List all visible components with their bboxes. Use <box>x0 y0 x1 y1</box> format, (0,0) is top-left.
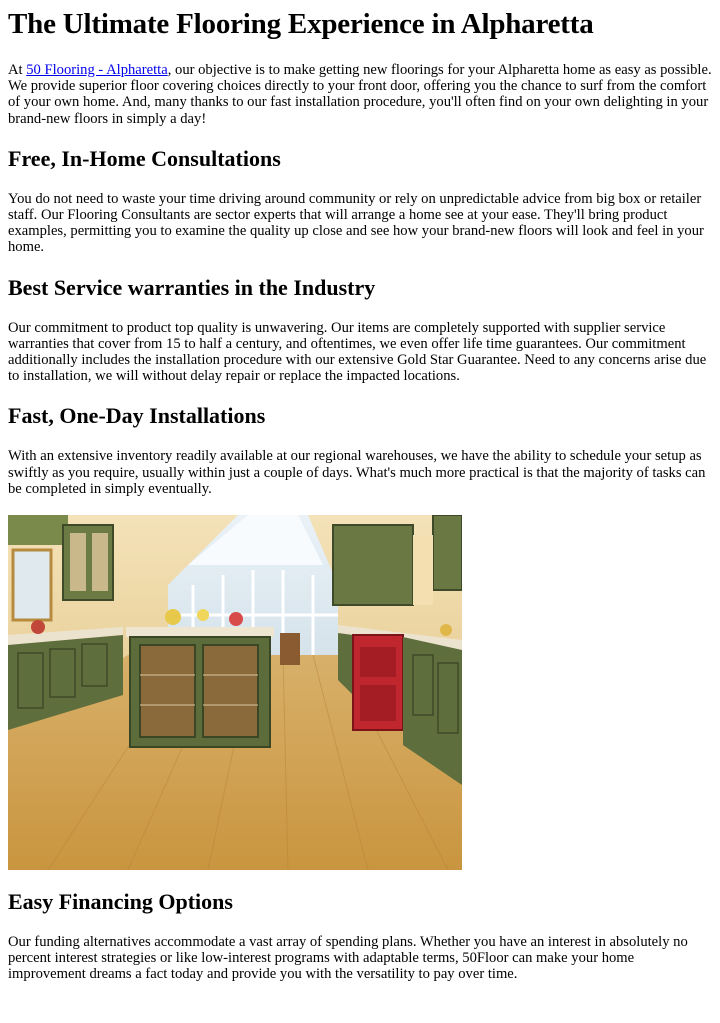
section-heading-warranties: Best Service warranties in the Industry <box>8 274 376 300</box>
intro-prefix: At <box>8 62 27 78</box>
section-heading-consultations: Free, In-Home Consultations <box>8 145 281 171</box>
page-title: The Ultimate Flooring Experience in Alpharetta <box>8 8 594 40</box>
section-heading-installations: Fast, One-Day Installations <box>8 403 266 429</box>
article <box>0 6 714 983</box>
section-body-consultations: You do not need to waste your time driving around community or rely on unpredictable advice from big box or retailer staff. Our Flooring Consultants are sector experts that will arrange a home see at your ease. They'll bring product examples, permitting you to examine the quality up close and see how your brand-new floors will look and feel in your home. <box>8 190 704 256</box>
intro-paragraph <box>8 62 714 127</box>
intro-suffix: , our objective is to make getting new floorings for your Alpharetta home as easy as possible. We provide superior floor covering choices directly to your front door, offering you the chance to surf from the comfort of your own home. And, many thanks to our fast installation procedure, you'll often find on your own delighting in your brand-new floors in simply a day! <box>8 62 712 127</box>
business-link[interactable]: 50 Flooring - Alpharetta <box>26 62 168 78</box>
section-body-financing: Our funding alternatives accommodate a vast array of spending plans. Whether you have an interest in absolutely no percent interest strategies or like low-interest programs with adaptable terms, 50Floor can make your home improvement dreams a fact today and provide you with the versatility to pay over time. <box>8 934 688 983</box>
section-heading-financing: Easy Financing Options <box>8 889 233 915</box>
section-body-warranties: Our commitment to product top quality is unwavering. Our items are completely supported with supplier service warranties that cover from 15 to half a century, and oftentimes, we even offer life time guarantees. Our commitment additionally includes the installation procedure with our extensive Gold Star Guarantee. Need to any concerns arise due to installation, we will without delay repair or replace the impacted locations. <box>8 319 707 385</box>
kitchen-photo <box>8 515 462 870</box>
section-body-installations: With an extensive inventory readily available at our regional warehouses, we have the ability to schedule your setup as swiftly as you require, usually within just a couple of days. What's much more practical is that the majority of tasks can be completed in simply eventually. <box>8 448 706 497</box>
